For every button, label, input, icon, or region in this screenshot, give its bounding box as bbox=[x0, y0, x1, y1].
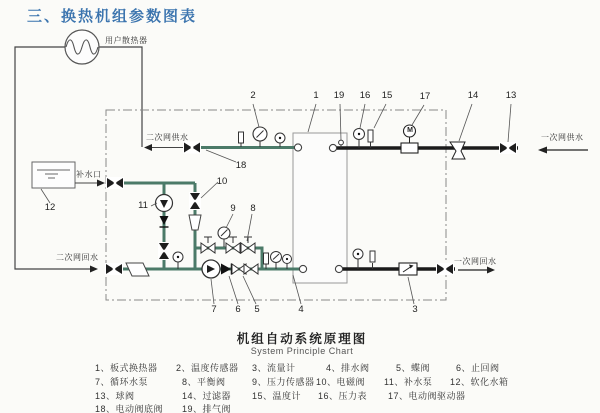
butterfly-valve-5b bbox=[244, 264, 258, 274]
secondary-return-label: 二次网回水 bbox=[56, 253, 99, 262]
primary-supply-arrowhead bbox=[538, 147, 547, 154]
page-title: 三、换热机组参数图表 bbox=[27, 8, 198, 25]
callout-7: 7 bbox=[211, 304, 217, 315]
secondary-supply-instruments bbox=[239, 127, 286, 147]
makeup-branch-strainer bbox=[189, 215, 201, 230]
softened-water-tank bbox=[32, 162, 75, 188]
primary-supply-strainer-14 bbox=[450, 142, 465, 159]
check-valve-6 bbox=[221, 264, 232, 275]
thermometer-15 bbox=[368, 130, 373, 148]
pressure-gauge-16 bbox=[354, 129, 365, 149]
legend-item-19: 19、排气阀 bbox=[182, 404, 232, 413]
secondary-return-instruments bbox=[264, 252, 292, 270]
makeup-pump-11 bbox=[156, 195, 173, 212]
callout-5: 5 bbox=[254, 304, 260, 315]
primary-return-arrowhead bbox=[487, 267, 495, 274]
legend-subtitle: System Principle Chart bbox=[250, 346, 354, 356]
legend-item-16: 16、压力表 bbox=[318, 391, 368, 401]
legend-item-10: 10、电磁阀 bbox=[316, 377, 366, 387]
secondary-return-ball-valve bbox=[105, 263, 123, 275]
legend-item-4: 4、排水阀 bbox=[326, 363, 370, 373]
motor-glyph: M bbox=[407, 127, 413, 134]
circulation-pump-7 bbox=[202, 260, 220, 278]
legend-item-9: 9、压力传感器 bbox=[252, 377, 315, 387]
callout-2: 2 bbox=[250, 90, 256, 101]
secondary-supply-arrowhead bbox=[144, 144, 152, 151]
primary-return-ball-valve bbox=[436, 263, 454, 275]
flow-meter-3 bbox=[399, 263, 417, 275]
makeup-ball-valve bbox=[106, 177, 124, 189]
callout-14: 14 bbox=[467, 90, 479, 101]
legend-item-8: 8、平衡阀 bbox=[182, 377, 226, 387]
callout-9: 9 bbox=[230, 203, 236, 214]
callout-11: 11 bbox=[138, 200, 148, 211]
makeup-branch-valve bbox=[158, 242, 170, 260]
secondary-return-arrowhead bbox=[90, 266, 98, 273]
callout-13: 13 bbox=[505, 90, 517, 101]
legend-item-15: 15、温度计 bbox=[252, 391, 302, 401]
callout-19: 19 bbox=[333, 90, 345, 101]
legend-item-6: 6、止回阀 bbox=[456, 363, 500, 373]
primary-supply-label: 一次网供水 bbox=[541, 133, 584, 142]
callout-16: 16 bbox=[359, 90, 371, 101]
callout-6: 6 bbox=[235, 304, 241, 315]
legend-item-5: 5、蝶阀 bbox=[396, 363, 431, 373]
makeup-arrowhead bbox=[97, 180, 105, 187]
solenoid-valve-10 bbox=[189, 192, 201, 210]
callout-10: 10 bbox=[216, 176, 228, 187]
legend-item-18: 18、电动阀底阀 bbox=[95, 404, 164, 413]
legend-item-7: 7、循环水泵 bbox=[95, 377, 149, 387]
legend-item-1: 1、板式换热器 bbox=[95, 363, 158, 373]
radiator-loop-pipes bbox=[15, 47, 142, 269]
legend-item-13: 13、球阀 bbox=[95, 391, 135, 401]
legend-item-14: 14、过滤器 bbox=[182, 391, 232, 401]
legend-title: 机组自动系统原理图 bbox=[236, 332, 368, 346]
legend-item-2: 2、温度传感器 bbox=[176, 363, 239, 373]
legend-item-11: 11、补水泵 bbox=[384, 377, 433, 387]
callout-4: 4 bbox=[298, 304, 304, 315]
primary-return-instruments bbox=[353, 249, 375, 269]
callout-15: 15 bbox=[381, 90, 393, 101]
makeup-port-label: 补水口 bbox=[76, 170, 102, 179]
plate-heat-exchanger bbox=[293, 133, 347, 283]
radiator-label: 用户散热器 bbox=[105, 36, 148, 45]
primary-return-label: 一次网回水 bbox=[454, 257, 497, 266]
legend-item-3: 3、流量计 bbox=[252, 363, 296, 373]
legend-item-17: 17、电动阀驱动器 bbox=[388, 391, 466, 401]
ball-valve-13 bbox=[499, 142, 517, 154]
callout-1: 1 bbox=[313, 90, 319, 101]
callout-3: 3 bbox=[412, 304, 418, 315]
callout-8: 8 bbox=[250, 203, 256, 214]
legend-item-12: 12、软化水箱 bbox=[450, 377, 509, 387]
callout-17: 17 bbox=[419, 91, 431, 102]
callout-18: 18 bbox=[235, 160, 247, 171]
secondary-return-strainer bbox=[126, 263, 149, 276]
electric-bottom-valve-18 bbox=[183, 142, 201, 154]
radiator-symbol bbox=[65, 30, 99, 64]
callout-12: 12 bbox=[44, 202, 56, 213]
return-line-gauge bbox=[173, 252, 183, 269]
secondary-supply-label: 二次网供水 bbox=[146, 133, 189, 142]
